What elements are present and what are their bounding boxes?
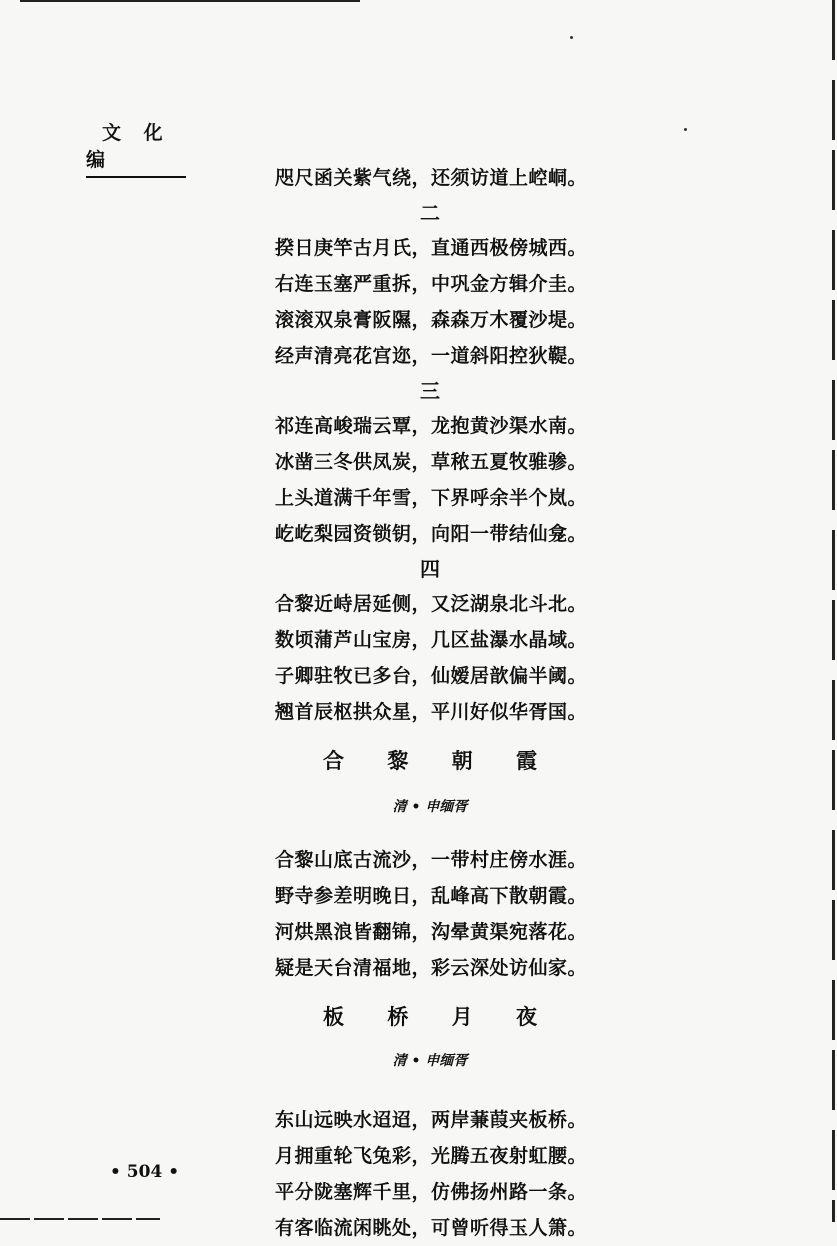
poem-number: 三 [420, 379, 440, 403]
poem-line: 右连玉塞严重拆，中巩金方辑介圭。 [275, 273, 588, 295]
poem-line: 有客临流闲眺处，可曾听得玉人箫。 [275, 1217, 588, 1239]
section-label: 文 化 编 [86, 122, 171, 171]
section-underline [86, 176, 186, 178]
poem-line: 滚滚双泉膏阪隰，森森万木覆沙堤。 [275, 309, 588, 331]
page-number: • 504 • [110, 1162, 180, 1182]
poem-line: 合黎近峙居延侧，又泛湖泉北斗北。 [275, 593, 588, 615]
poem-line: 上头道满千年雪，下界呼余半个岚。 [275, 487, 588, 509]
scan-speck [570, 36, 573, 39]
poem-author: 清 • 申缅胥 [392, 1053, 468, 1069]
scan-bottom-rule [0, 1218, 160, 1220]
poem-line: 屹屹梨园资锁钥，向阳一带结仙龛。 [275, 523, 588, 545]
poem-line: 祁连高峻瑞云覃，龙抱黄沙渠水南。 [275, 415, 588, 437]
poem-author: 清 • 申缅胥 [392, 799, 468, 815]
poem-line: 合黎山底古流沙，一带村庄傍水涯。 [275, 849, 588, 871]
poem-line: 东山远映水迢迢，两岸蒹葭夹板桥。 [275, 1109, 588, 1131]
poem-line: 月拥重轮飞兔彩，光腾五夜射虹腰。 [275, 1145, 588, 1167]
section-header [86, 118, 186, 178]
poem-line: 揆日庚竿古月氏，直通西极傍城西。 [275, 237, 588, 259]
poem-title: 合 黎 朝 霞 [323, 748, 555, 773]
scan-speck [684, 128, 687, 131]
poem-line: 咫尺函关紫气绕，还须访道上崆峒。 [275, 167, 588, 189]
poem-line: 冰凿三冬供凤炭，草秾五夏牧骓骖。 [275, 451, 588, 473]
poem-number: 四 [420, 557, 440, 581]
poem-line: 河烘黑浪皆翻锦，沟晕黄渠宛落花。 [275, 921, 588, 943]
poem-line: 疑是天台清福地，彩云深处访仙家。 [275, 957, 588, 979]
poem-line: 子卿驻牧已多台，仙嫒居歆偏半阈。 [275, 665, 588, 687]
poem-line: 翘首辰枢拱众星，平川好似华胥国。 [275, 701, 588, 723]
poem-content [275, 160, 588, 1246]
poem-number: 二 [420, 201, 440, 225]
scan-right-edge [832, 0, 835, 1222]
poem-line: 平分陇塞辉千里，仿佛扬州路一条。 [275, 1181, 588, 1203]
poem-line: 野寺参差明晚日，乱峰高下散朝霞。 [275, 885, 588, 907]
poem-line: 经声清亮花宫迩，一道斜阳控狄鞮。 [275, 345, 588, 367]
scan-top-rule [20, 0, 360, 2]
poem-line: 数顷蒲芦山宝房，几区盐瀑水晶域。 [275, 629, 588, 651]
poem-title: 板 桥 月 夜 [323, 1004, 555, 1029]
